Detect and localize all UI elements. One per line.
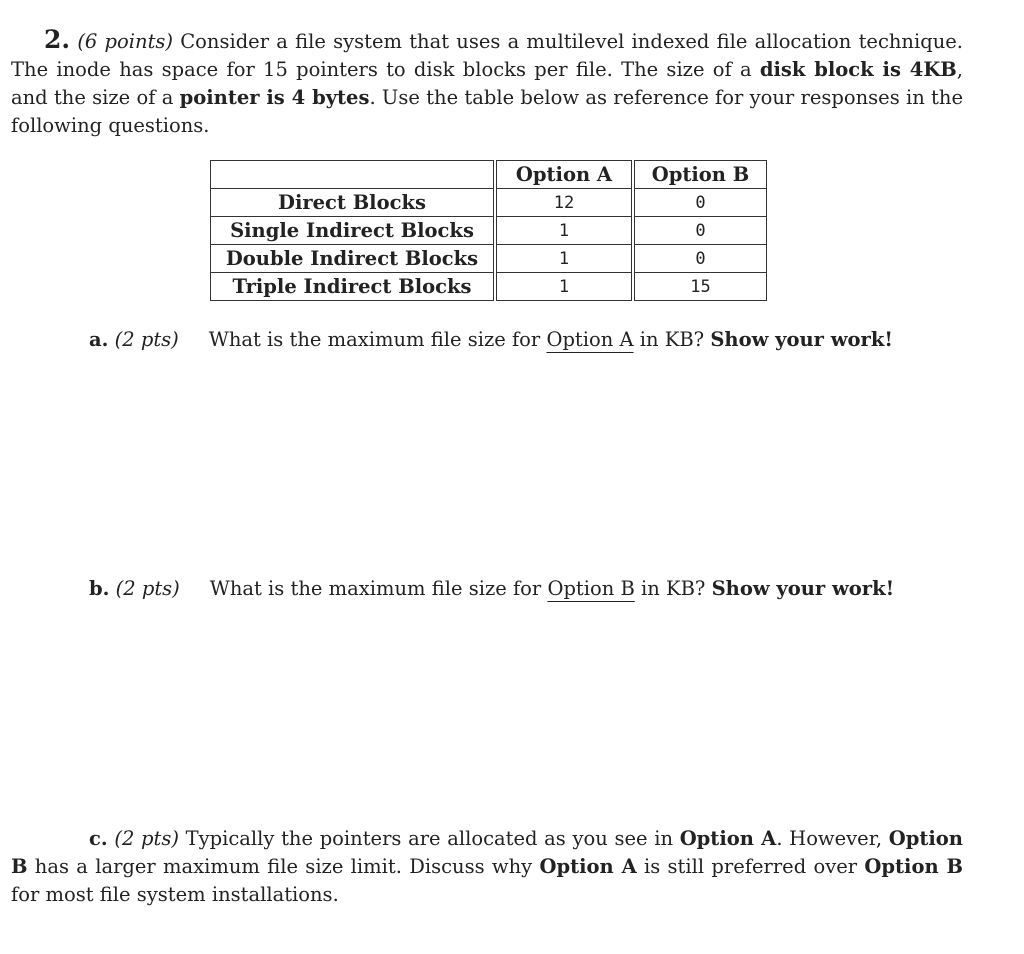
part-c-text-5: for most file system installations. — [11, 883, 339, 906]
row-label-triple-indirect: Triple Indirect Blocks — [211, 273, 496, 301]
table-corner-cell — [211, 161, 496, 189]
part-a-show-work: Show your work! — [710, 328, 893, 351]
row-label-direct: Direct Blocks — [211, 189, 496, 217]
part-a-text-1: What is the maximum file size for — [208, 328, 547, 351]
part-c-label: c. — [89, 827, 108, 850]
header-option-a: Option A — [495, 161, 633, 189]
cell-triple-b: 15 — [633, 273, 767, 301]
table-header-row — [211, 161, 767, 189]
intro-text-2: , and the size of a — [11, 58, 963, 109]
part-c-bold-2: Option B — [11, 827, 963, 878]
part-b-underlined-option: Option B — [547, 577, 635, 600]
cell-direct-a: 12 — [495, 189, 633, 217]
row-label-double-indirect: Double Indirect Blocks — [211, 245, 496, 273]
part-c-text-3: has a larger maximum file size limit. Discuss why — [27, 855, 540, 878]
part-b-points: (2 pts) — [115, 577, 180, 600]
cell-direct-b: 0 — [633, 189, 767, 217]
cell-single-b: 0 — [633, 217, 767, 245]
header-option-b: Option B — [633, 161, 767, 189]
intro-bold-block-size: disk block is 4KB — [759, 58, 957, 81]
intro-text-3: . Use the table below as reference for your responses in the following questions. — [11, 86, 963, 137]
part-b-text-2: in KB? — [634, 577, 712, 600]
intro-bold-pointer-size: pointer is 4 bytes — [179, 86, 370, 109]
part-a-label: a. — [89, 328, 109, 351]
question-number: 2. — [44, 25, 71, 54]
table-row — [211, 245, 767, 273]
part-c-bold-1: Option A — [679, 827, 777, 850]
part-c-bold-3: Option A — [539, 855, 637, 878]
table-row — [211, 217, 767, 245]
part-a-underlined-option: Option A — [546, 328, 634, 351]
cell-double-a: 1 — [495, 245, 633, 273]
table-row — [211, 189, 767, 217]
part-b-question — [89, 575, 894, 603]
part-c-text-4: is still preferred over — [636, 855, 865, 878]
cell-double-b: 0 — [633, 245, 767, 273]
part-b-text-1: What is the maximum file size for — [209, 577, 548, 600]
part-a-text-2: in KB? — [633, 328, 711, 351]
question-intro — [11, 26, 963, 140]
part-a-points: (2 pts) — [114, 328, 179, 351]
reference-table — [210, 160, 767, 301]
table-row — [211, 273, 767, 301]
row-label-single-indirect: Single Indirect Blocks — [211, 217, 496, 245]
part-c-bold-4: Option B — [864, 855, 963, 878]
part-b-show-work: Show your work! — [711, 577, 895, 600]
part-c-points: (2 pts) — [114, 827, 179, 850]
part-a-question — [89, 326, 893, 354]
cell-triple-a: 1 — [495, 273, 633, 301]
intro-text-1: Consider a file system that uses a multilevel indexed file allocation technique. The inode has space for 15 pointers to disk blocks per file. The size of a — [11, 30, 963, 81]
part-c-text-1: Typically the pointers are allocated as you see in — [178, 827, 680, 850]
cell-single-a: 1 — [495, 217, 633, 245]
part-b-label: b. — [89, 577, 110, 600]
question-points: (6 points) — [77, 30, 174, 53]
part-c-question — [11, 825, 963, 909]
part-c-text-2: . However, — [776, 827, 889, 850]
